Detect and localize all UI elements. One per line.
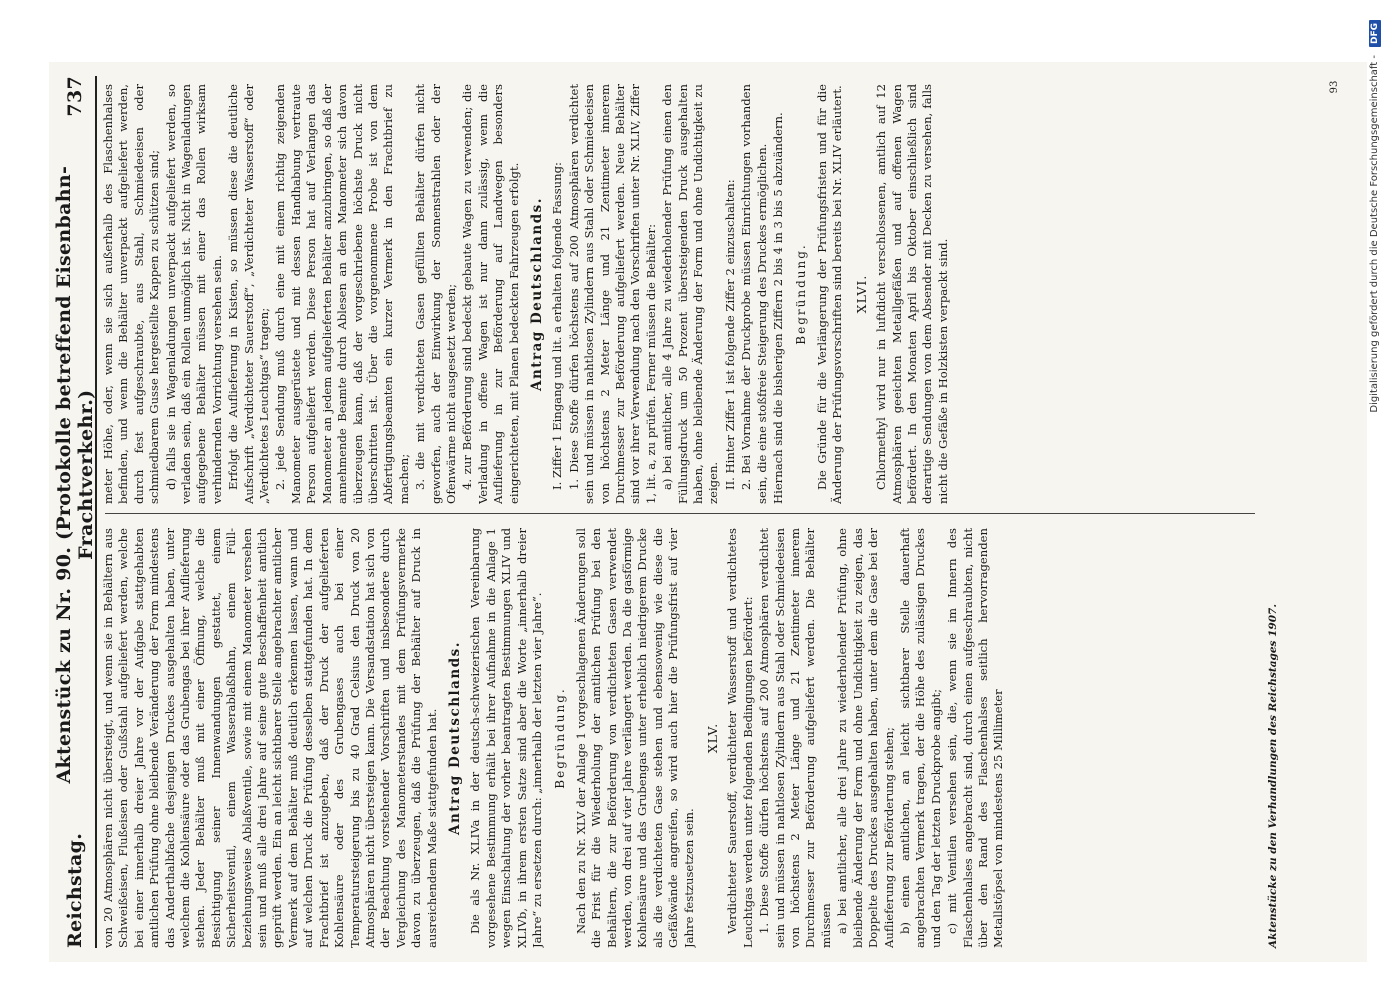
- paragraph: Die als Nr. XLIVa in der deutsch-schweizerischen Vereinbarung vorgesehene Bestimmung erhält bei ihrer Aufnahme in die Anlage 1 wegen Einschaltung der vorher beantragten Bestimmungen XLIV und XLIVb, in ihrem ersten Satze sind aber die Worte „innerhalb dreier Jahre“ zu ersetzen durch: „innerhalb der letzten vier Jahre“.: [468, 528, 544, 948]
- column-divider: [105, 513, 1255, 514]
- paragraph: Die Gründe für die Verlängerung der Prüfungsfristen und für die Änderung der Prüfungsvorschriften sind bereits bei Nr. XLIV erläutert.: [814, 84, 845, 504]
- paragraph: d) falls sie in Wagenladungen unverpackt aufgeliefert werden, so verladen sein, daß ein Rollen unmöglich ist. Nicht in Wagenladungen aufgegebene Behälter müssen mit einer das Rollen wirksam verhindernden Vorrichtung versehen sein.: [163, 84, 224, 504]
- paragraph: 4. zur Beförderung sind bedeckt gebaute Wagen zu verwenden; die Verladung in offene Wagen ist nur dann zulässig, wenn die Auflieferung in zur Beförderung auf Landwegen besonders eingerichteten, mit Planen bedeckten Fahrzeugen erfolgt.: [460, 84, 521, 504]
- paragraph: Chlormethyl wird nur in luftdicht verschlossenen, amtlich auf 12 Atmosphären geeichten Metallgefäßen und auf offenen Wagen befördert. In den Monaten April bis Oktober einschließlich sind derartige Sendungen von dem Absender mit Decken zu versehen, falls nicht die Gefäße in Holzkisten verpackt sind.: [874, 84, 950, 504]
- paragraph: Verdichteter Sauerstoff, verdichteter Wasserstoff und verdichtetes Leuchtgas werden unter folgenden Bedingungen befördert:: [725, 528, 755, 948]
- dfg-logo: DFG: [1369, 20, 1381, 47]
- document-page: [49, 62, 1367, 962]
- paragraph: 1. Diese Stoffe dürfen höchstens auf 200 Atmosphären verdichtet sein und müssen in nahtlosen Zylindern aus Stahl oder Schmiedeeisen von höchstens 2 Meter Länge und 21 Zentimeter innerem Durchmesser zur Beförderung aufgeliefert werden. Die Behälter müssen: [757, 528, 833, 948]
- paragraph: 1. Diese Stoffe dürfen höchstens auf 200 Atmosphären verdichtet sein und müssen in nahtlosen Zylindern aus Stahl oder Schmiedeeisen von höchstens 2 Meter Länge und 21 Zentimeter innerem Durchmesser zur Beförderung aufgeliefert werden. Neue Behälter sind vor ihrer Verwendung nach den Vorschriften unter Nr. XLIV, Ziffer 1, lit. a, zu prüfen. Ferner müssen die Behälter:: [566, 84, 658, 504]
- paragraph: meter Höhe, oder, wenn sie sich außerhalb des Flaschenhalses befinden, und wenn die Behälter unverpackt aufgeliefert werden, durch fest aufgeschraubte, aus Stahl, Schmiedeeisen oder schmiedbarem Gusse hergestellte Kappen zu schützen sind;: [101, 84, 162, 504]
- paragraph: 3. die mit verdichteten Gasen gefüllten Behälter dürfen nicht geworfen, auch der Einwirkung der Sonnenstrahlen oder der Ofenwärme nicht ausgesetzt werden;: [413, 84, 458, 504]
- paragraph: b) einen amtlichen, an leicht sichtbarer Stelle dauerhaft angebrachten Vermerk tragen, der die Höhe des zulässigen Druckes und den Tag der letzten Druckprobe angibt;: [897, 528, 943, 948]
- paragraph: Nach den zu Nr. XLV der Anlage 1 vorgeschlagenen Änderungen soll die Frist für die Wiederholung der amtlichen Prüfung bei den Behältern, die zur Beförderung von verdichteten Gasen verwendet werden, von drei auf vier Jahre verlängert werden. Da die gasförmige Kohlensäure und das Grubengas unter erheblich niedrigerem Drucke als die verdichteten Gase stehen und ebensowenig wie diese die Gefäßwände angreifen, so wird auch hier die Prüfungsfrist auf vier Jahre festzusetzen sein.: [573, 528, 696, 948]
- header-left: Reichstag.: [64, 832, 86, 948]
- digitization-credit: [1360, 20, 1380, 620]
- section-heading: Antrag Deutschlands.: [446, 641, 463, 835]
- subsection-heading: Begründung.: [553, 687, 568, 789]
- paragraph: Erfolgt die Auflieferung in Kisten, so müssen diese die deutliche Aufschrift „Verdichteter Sauerstoff“, „Verdichteter Wasserstoff“ oder „Verdichtetes Leuchtgas“ tragen;: [226, 84, 272, 504]
- credit-text: Digitalisierung gefördert durch die Deutsche Forschungsgemeinschaft -: [1369, 55, 1380, 413]
- paragraph: a) bei amtlicher, alle drei Jahre zu wiederholender Prüfung, ohne bleibende Änderung der Form und ohne Undichtigkeit zu zeigen, das Doppelte des Druckes ausgehalten haben, unter dem die Gase bei der Auflieferung zur Beförderung stehen;: [835, 528, 896, 948]
- paragraph: 2. Bei Vornahme der Druckprobe müssen Einrichtungen vorhanden sein, die eine stoßfreie Steigerung des Druckes ermöglichen.: [739, 84, 769, 504]
- header-title: Aktenstück zu Nr. 90. (Protokolle betreffend Eisenbahn-Frachtverkehr.): [53, 165, 97, 784]
- article-number: XLV.: [705, 722, 721, 754]
- paragraph: I. Ziffer 1 Eingang und lit. a erhalten folgende Fassung:: [550, 162, 565, 490]
- paragraph: 2. jede Sendung muß durch eine mit einem richtig zeigenden Manometer ausgerüstete und mit dessen Handhabung vertraute Person aufgeliefert werden. Diese Person hat auf Verlangen das Manometer an jedem aufgelieferten Behälter anzubringen, so daß der annehmende Beamte durch Ablesen an dem Manometer sich davon überzeugen kann, daß der vorgeschriebene höchste Druck nicht überschritten ist. Über die vorgenommene Probe ist von dem Abfertigungsbeamten ein kurzer Vermerk in den Frachtbrief zu machen;: [273, 84, 411, 504]
- paragraph: c) mit Ventilen versehen sein, die, wenn sie im Innern des Flaschenhalses angebracht sind, durch einen aufgeschraubten, nicht über den Rand des Flaschenhalses seitlich hervorragenden Metallstöpsel von mindestens 25 Millimeter: [945, 528, 1006, 948]
- article-number: XLVI.: [853, 274, 869, 314]
- left-column: [101, 528, 1261, 948]
- header-page-number: 737: [64, 76, 86, 117]
- paragraph: a) bei amtlicher, alle 4 Jahre zu wiederholender Prüfung einen den Füllungsdruck um 50 Prozent übersteigenden Druck ausgehalten haben, ohne bleibende Änderung der Form und ohne Undichtigkeit zu zeigen.: [660, 84, 721, 504]
- paragraph: II. Hinter Ziffer 1 ist folgende Ziffer 2 einzuschalten:: [722, 179, 737, 490]
- page-footer: Aktenstücke zu den Verhandlungen des Reichstages 1907.: [1267, 604, 1279, 948]
- right-column: [101, 84, 1261, 504]
- paragraph: von 20 Atmosphären nicht übersteigt, und wenn sie in Behältern aus Schweißeisen, Flußeisen oder Gußstahl aufgeliefert werden, welche bei einer innerhalb dreier Jahre vor der Aufgabe stattgehabten amtlichen Prüfung ohne bleibende Veränderung der Form mindestens das Anderthalbfache desjenigen Druckes ausgehalten haben, unter welchem die Kohlensäure oder das Grubengas bei ihrer Auflieferung stehen. Jeder Behälter muß mit einer Öffnung, welche die Besichtigung seiner Innenwandungen gestattet, einem Sicherheitsventil, einem Wasserablaßhahn, einem Füll- beziehungsweise Ablaßventile, sowie mit einem Manometer versehen sein und muß alle drei Jahre auf seine gute Beschaffenheit amtlich geprüft werden. Ein an leicht sichtbarer Stelle angebrachter amtlicher Vermerk auf dem Behälter muß deutlich erkennen lassen, wann und auf welchen Druck die Prüfung desselben stattgefunden hat. In dem Frachtbrief ist anzugeben, daß der Druck der aufgelieferten Kohlensäure oder des Grubengases auch bei einer Temperatursteigerung bis zu 40 Grad Celsius den Druck von 20 Atmosphären nicht übersteigen kann. Die Versandstation hat sich von der Beachtung vorstehender Vorschriften und insbesondere durch Vergleichung des Manometerstandes mit dem Prüfungsvermerke davon zu überzeugen, daß die Prüfung der Behälter auf Druck in ausreichendem Maße stattgefunden hat.: [101, 528, 439, 948]
- section-heading: Antrag Deutschlands.: [528, 197, 545, 391]
- folio-number: 93: [1329, 80, 1340, 94]
- page-header: [55, 76, 97, 948]
- subsection-heading: Begründung.: [794, 243, 809, 345]
- paragraph: Hiernach sind die bisherigen Ziffern 2 bis 4 in 3 bis 5 abzuändern.: [771, 112, 786, 504]
